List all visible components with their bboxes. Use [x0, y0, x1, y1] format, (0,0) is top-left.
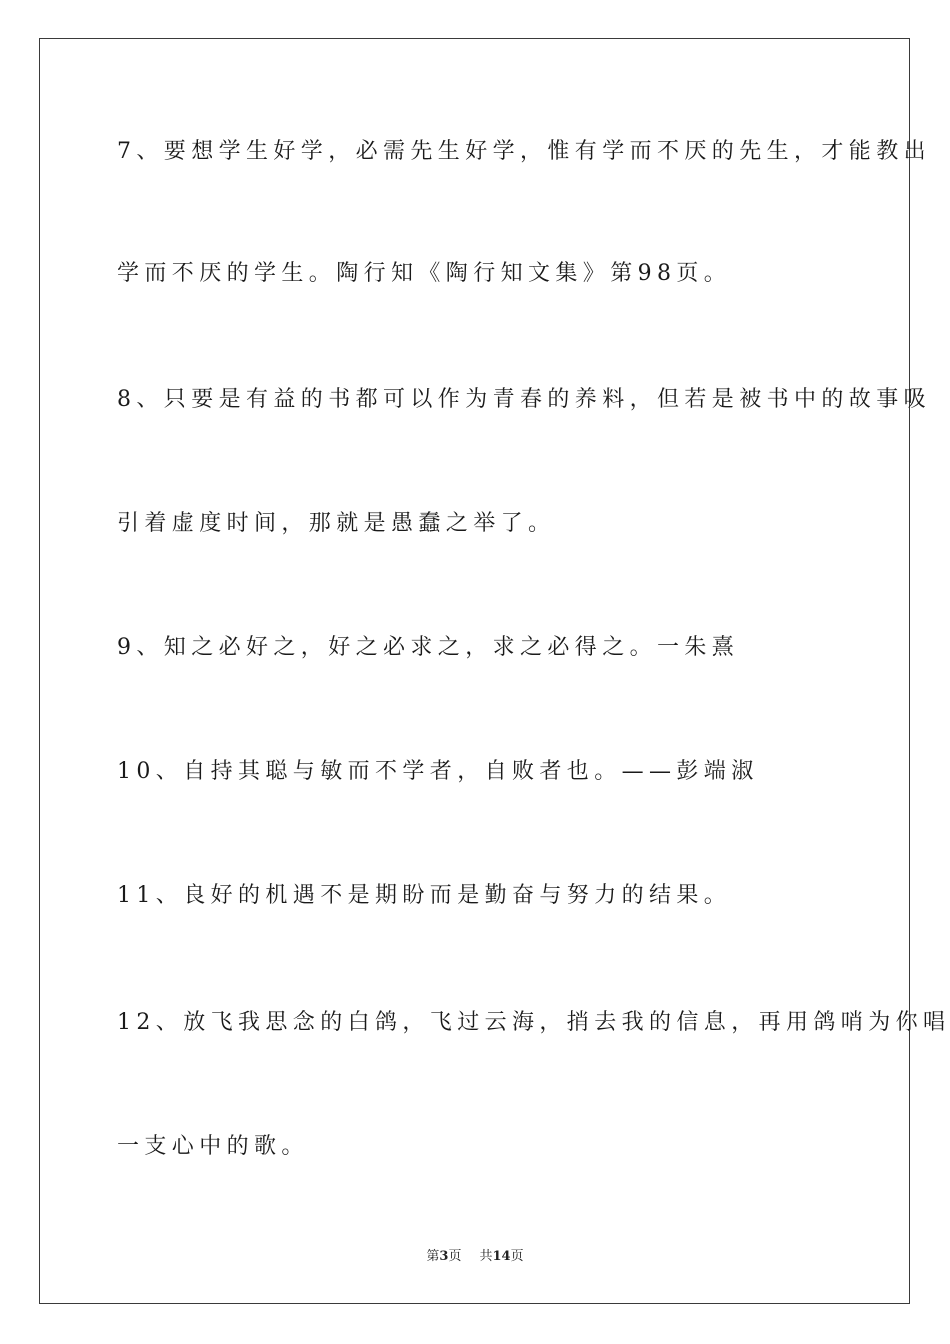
quote-12-line-2: 一支心中的歌。: [117, 1134, 309, 1159]
page-suffix: 页: [448, 1249, 462, 1264]
quote-10: 10、自持其聪与敏而不学者，自败者也。——彭端淑: [117, 759, 759, 784]
quote-8-line-2: 引着虚度时间，那就是愚蠢之举了。: [117, 511, 556, 536]
quote-12-line-1: 12、放飞我思念的白鸽，飞过云海，捎去我的信息，再用鸽哨为你唱: [117, 1010, 950, 1035]
quote-8-line-1: 8、只要是有益的书都可以作为青春的养料，但若是被书中的故事吸: [117, 387, 931, 412]
page-prefix: 第: [426, 1249, 440, 1264]
page-footer: [0, 1245, 950, 1264]
quote-7-line-2: 学而不厌的学生。陶行知《陶行知文集》第98页。: [117, 261, 732, 286]
total-page-number: 14: [492, 1249, 511, 1264]
total-prefix: 共: [479, 1249, 493, 1264]
page-border: [39, 38, 910, 1304]
quote-9: 9、知之必好之，好之必求之，求之必得之。一朱熹: [117, 635, 740, 660]
current-page-number: 3: [439, 1249, 449, 1264]
quote-7-line-1: 7、要想学生好学，必需先生好学，惟有学而不厌的先生，才能教出: [117, 139, 931, 164]
quote-11: 11、良好的机遇不是期盼而是勤奋与努力的结果。: [117, 883, 732, 908]
total-suffix: 页: [510, 1249, 524, 1264]
